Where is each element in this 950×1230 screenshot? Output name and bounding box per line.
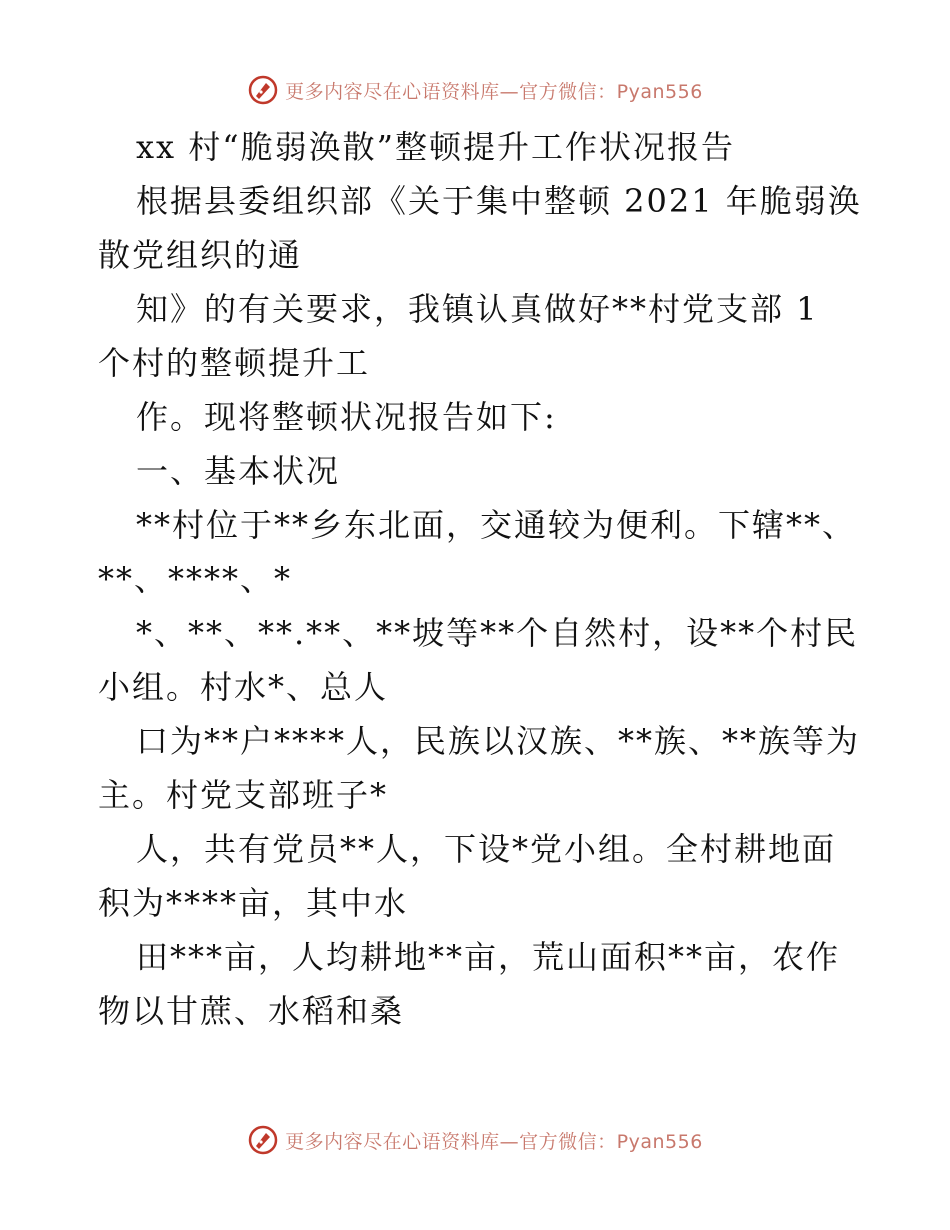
text-line: 根据县委组织部《关于集中整顿 2021 年脆弱涣	[136, 182, 862, 220]
text-line: 个村的整顿提升工	[98, 344, 371, 382]
text-line: 小组。村水*、总人	[98, 668, 389, 706]
text-line: 知》的有关要求，我镇认真做好**村党支部 1	[136, 290, 819, 328]
text-line: 人，共有党员**人，下设*党小组。全村耕地面	[136, 830, 837, 868]
text-line: 物以甘蔗、水稻和桑	[98, 992, 405, 1030]
text-line: 田***亩，人均耕地**亩，荒山面积**亩，农作	[136, 938, 841, 976]
watermark-text: 更多内容尽在心语资料库—官方微信：Pyan556	[285, 1130, 703, 1153]
text-line: 主。村党支部班子*	[98, 776, 389, 814]
document-body	[98, 120, 868, 1038]
text-line: 口为**户****人，民族以汉族、**族、**族等为	[136, 722, 861, 760]
footer-watermark	[0, 1120, 950, 1160]
text-line: 散党组织的通	[98, 236, 303, 274]
text-line: 积为****亩，其中水	[98, 884, 409, 922]
section-heading: 一、基本状况	[136, 452, 341, 490]
text-line: 作。现将整顿状况报告如下:	[136, 398, 557, 436]
text-line: **、****、*	[98, 560, 293, 598]
pen-nib-logo-icon	[247, 74, 279, 106]
header-watermark	[0, 70, 950, 110]
pen-nib-logo-icon	[247, 1124, 279, 1156]
watermark-text: 更多内容尽在心语资料库—官方微信：Pyan556	[285, 80, 703, 103]
document-title: xx 村“脆弱涣散”整顿提升工作状况报告	[136, 128, 735, 166]
text-line: **村位于**乡东北面，交通较为便利。下辖**、	[136, 506, 857, 544]
text-line: *、**、**.**、**坡等**个自然村，设**个村民	[136, 614, 859, 652]
